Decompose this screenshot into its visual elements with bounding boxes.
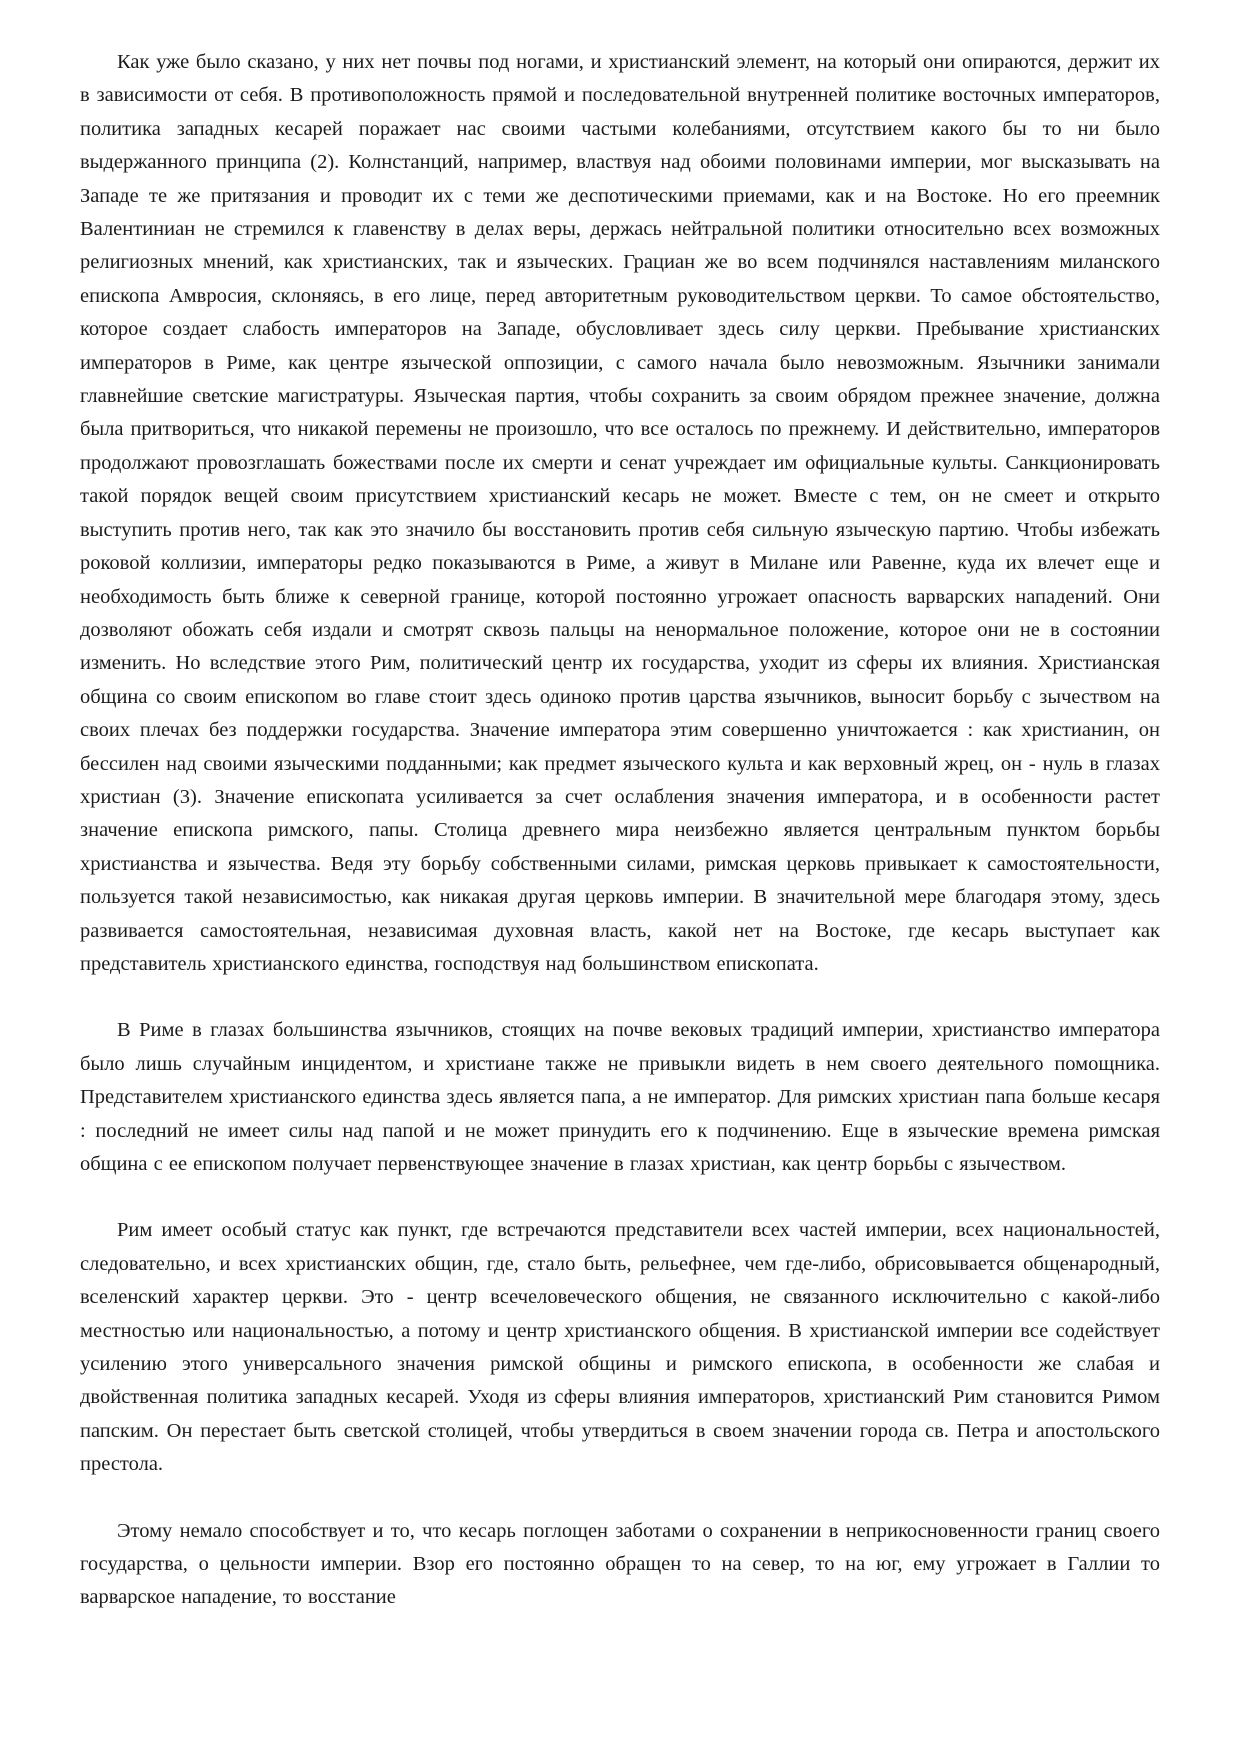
paragraph-rome-special-status: Рим имеет особый статус как пункт, где встречаются представители всех частей империи, всех национальностей, следовательно, и всех христианских общин, где, стало быть, рельефнее, чем где-либо, обрисовывается общенародный, вселенский характер церкви. Это - центр всечеловеческого общения, не связанного исключительно с какой-либо местностью или национальностью, а потому и центр христианского общения. В христианской империи все содействует усилению этого универсального значения римской общины и римского епископа, в особенности же слабая и двойственная политика западных кесарей. Уходя из сферы влияния императоров, христианский Рим становится Римом папским. Он перестает быть светской столицей, чтобы утвердиться в своем значении города св. Петра и апостольского престола. xyxy=(80,1219,1160,1476)
paragraph-pope-vs-caesar: В Риме в глазах большинства язычников, стоящих на почве вековых традиций империи, христианство императора было лишь случайным инцидентом, и христиане также не привыкли видеть в нем своего деятельного помощника. Представителем христианского единства здесь является папа, а не император. Для римских христиан папа больше кесаря : последний не имеет силы над папой и не может принудить его к подчинению. Еще в языческие времена римская община с ее епископом получает первенствующее значение в глазах христиан, как центр борьбы с язычеством. xyxy=(80,1019,1160,1175)
paragraph-caesar-borders: Этому немало способствует и то, что кесарь поглощен заботами о сохранении в неприкосновенности границ своего государства, о цельности империи. Взор его постоянно обращен то на север, то на юг, ему угрожает в Галлии то варварское нападение, то восстание xyxy=(80,1519,1160,1609)
paragraph-western-emperors: Как уже было сказано, у них нет почвы под ногами, и христианский элемент, на который они опираются, держит их в зависимости от себя. В противоположность прямой и последовательной внутренней политике восточных императоров, политика западных кесарей поражает нас своими частыми колебаниями, отсутствием какого бы то ни было выдержанного принципа (2). Колнстанций, например, властвуя над обоими половинами империи, мог высказывать на Западе те же притязания и проводит их с теми же деспотическими приемами, как и на Востоке. Но его преемник Валентиниан не стремился к главенству в делах веры, держась нейтральной политики относительно всех возможных религиозных мнений, как христианских, так и языческих. Грациан же во всем подчинялся наставлениям миланского епископа Амвросия, склоняясь, в его лице, перед авторитетным руководительством церкви. То самое обстоятельство, которое создает слабость императоров на Западе, обусловливает здесь силу церкви. Пребывание христианских императоров в Риме, как центре языческой оппозиции, с самого начала было невозможным. Язычники занимали главнейшие светские магистратуры. Языческая партия, чтобы сохранить за своим обрядом прежнее значение, должна была притвориться, что никакой перемены не произошло, что все осталось по прежнему. И действительно, императоров продолжают провозглашать божествами после их смерти и сенат учреждает им официальные культы. Санкционировать такой порядок вещей своим присутствием христианский кесарь не может. Вместе с тем, он не смеет и открыто выступить против него, так как это значило бы восстановить против себя сильную языческую партию. Чтобы избежать роковой коллизии, императоры редко показываются в Риме, а живут в Милане или Равенне, куда их влечет еще и необходимость быть ближе к северной границе, которой постоянно угрожает опасность варварских нападений. Они дозволяют обожать себя издали и смотрят сквозь пальцы на ненормальное положение, которое они не в состоянии изменить. Но вследствие этого Рим, политический центр их государства, уходит из сферы их влияния. Христианская община со своим епископом во главе стоит здесь одиноко против царства язычников, выносит борьбу с зычеством на своих плечах без поддержки государства. Значение императора этим совершенно уничтожается : как христианин, он бессилен над своими языческими подданными; как предмет языческого культа и как верховный жрец, он - нуль в глазах христиан (3). Значение епископата усиливается за счет ослабления значения императора, и в особенности растет значение епископа римского, папы. Столица древнего мира неизбежно является центральным пунктом борьбы христианства и язычества. Ведя эту борьбу собственными силами, римская церковь привыкает к самостоятельности, пользуется такой независимостью, как никакая другая церковь империи. В значительной мере благодаря этому, здесь развивается самостоятельная, независимая духовная власть, какой нет на Востоке, где кесарь выступает как представитель христианского единства, господствуя над большинством епископата. xyxy=(80,51,1160,975)
